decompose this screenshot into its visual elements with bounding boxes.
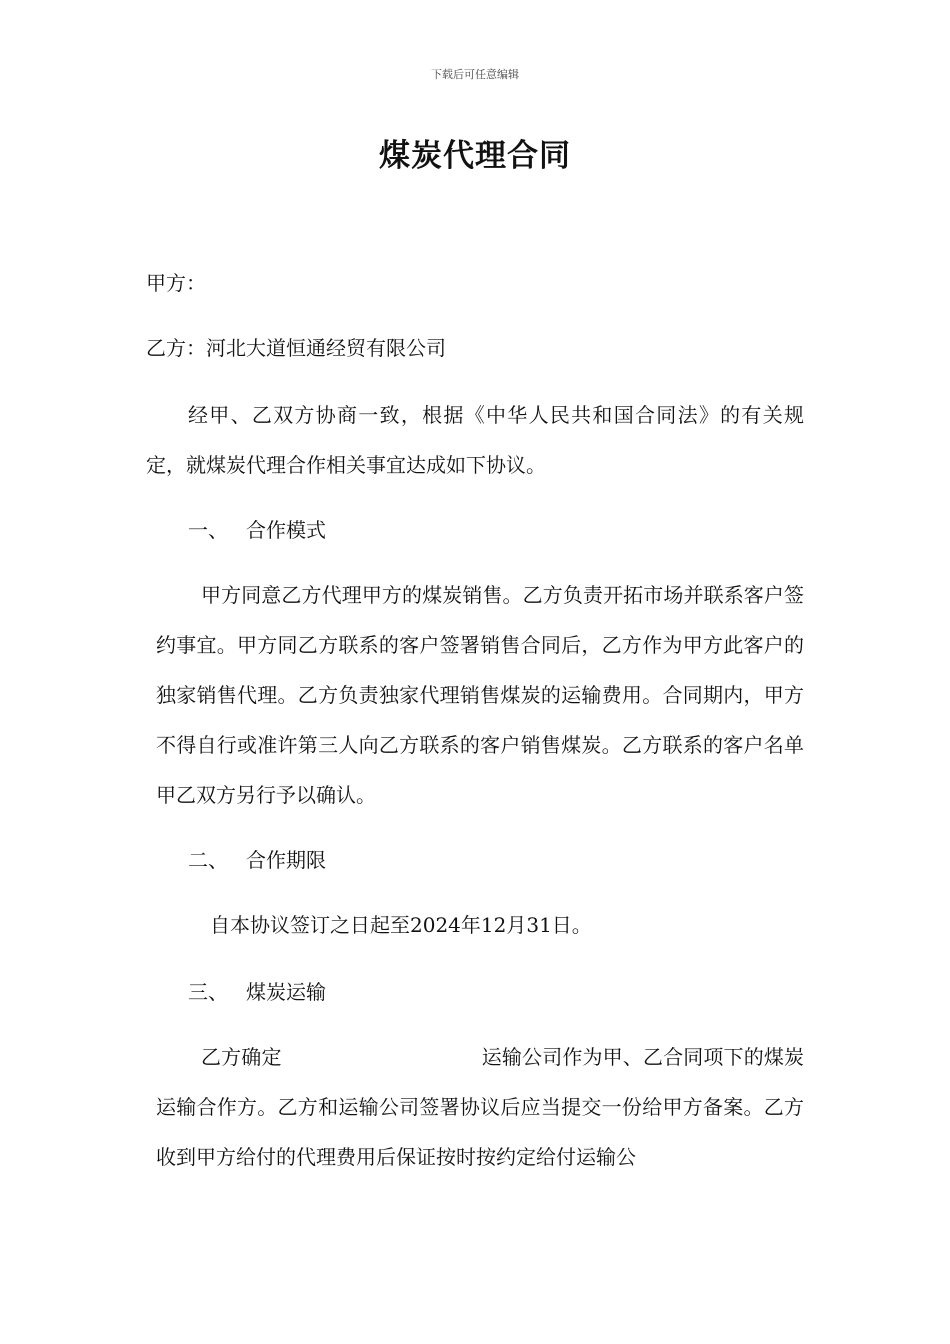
section-3-body-rest: 运输公司作为甲、乙合同项下的煤炭运输合作方。乙方和运输公司签署协议后应当提交一份给甲方备案。乙方收到甲方给付的代理费用后保证按时按约定给付运输公 bbox=[156, 1045, 805, 1169]
party-b: 乙方：河北大道恒通经贸有限公司 bbox=[146, 336, 446, 360]
section-3-heading bbox=[188, 977, 326, 1007]
document-title: 煤炭代理合同 bbox=[379, 138, 571, 174]
section-1-body: 甲方同意乙方代理甲方的煤炭销售。乙方负责开拓市场并联系客户签约事宜。甲方同乙方联系的客户签署销售合同后，乙方作为甲方此客户的独家销售代理。乙方负责独家代理销售煤炭的运输费用。合同期内，甲方不得自行或准许第三人向乙方联系的客户销售煤炭。乙方联系的客户名单甲乙双方另行予以确认。 bbox=[156, 583, 804, 807]
section-2-body: 自本协议签订之日起至2024年12月31日。 bbox=[210, 913, 592, 937]
section-2-heading bbox=[188, 845, 326, 875]
intro-paragraph: 经甲、乙双方协商一致，根据《中华人民共和国合同法》的有关规定，就煤炭代理合作相关事宜达成如下协议。 bbox=[146, 403, 804, 477]
section-3-body bbox=[156, 1032, 804, 1182]
section-number: 二、 bbox=[188, 848, 228, 872]
section-number: 三、 bbox=[188, 980, 228, 1004]
section-title: 煤炭运输 bbox=[246, 980, 326, 1004]
section-1-heading bbox=[188, 515, 326, 545]
section-number: 一、 bbox=[188, 518, 228, 542]
section-title: 合作模式 bbox=[246, 518, 326, 542]
section-title: 合作期限 bbox=[246, 848, 326, 872]
header-note: 下载后可任意编辑 bbox=[431, 68, 519, 81]
section-3-body-start: 乙方确定 bbox=[201, 1045, 282, 1069]
party-a: 甲方： bbox=[146, 271, 206, 295]
